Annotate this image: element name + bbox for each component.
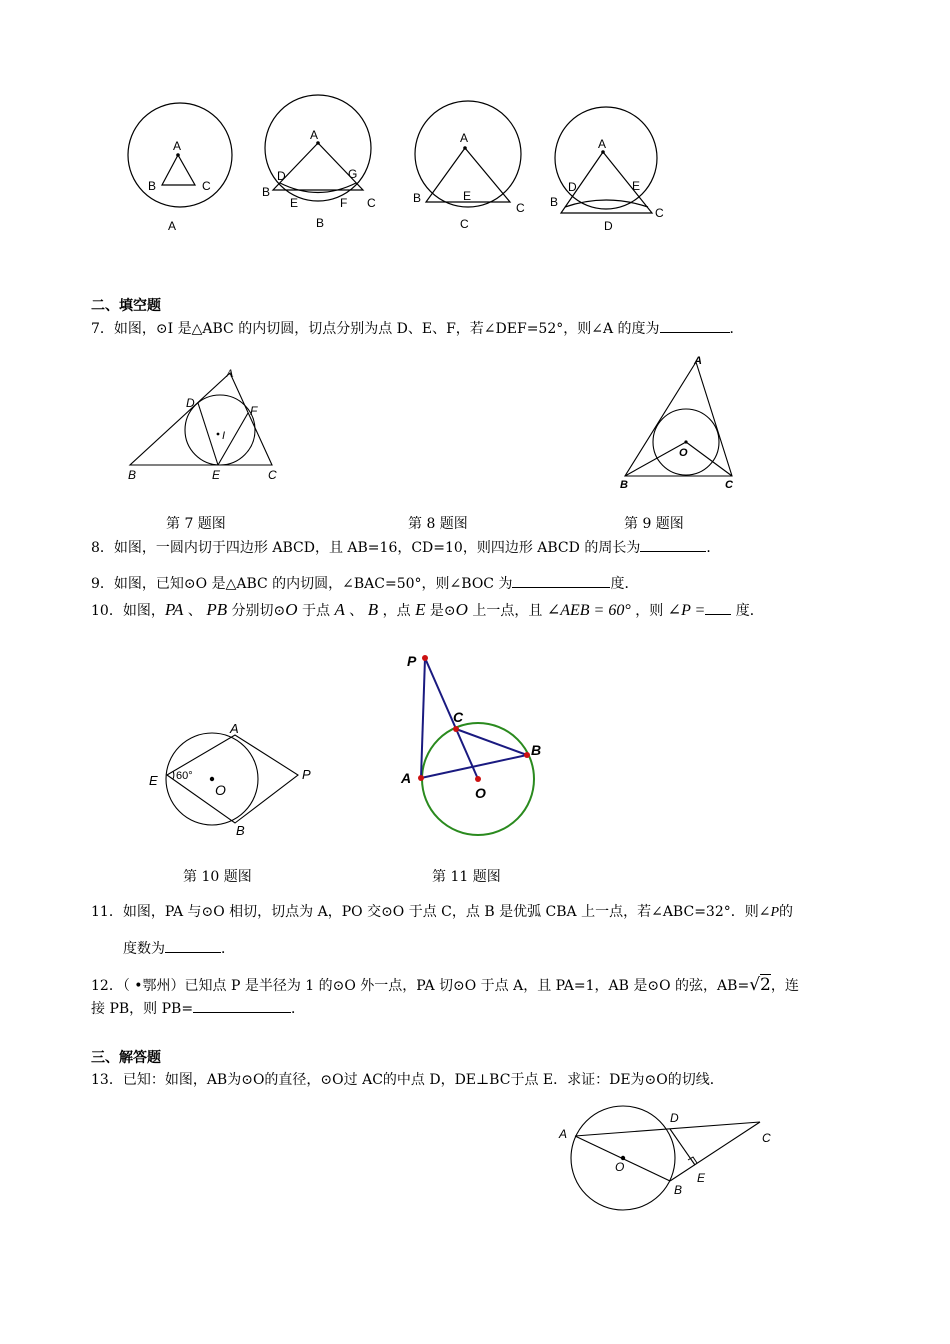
fig9-a: A: [694, 355, 702, 367]
question-10: [91, 600, 764, 621]
fig10-e: E: [149, 773, 158, 788]
opt-b-pt-c: C: [367, 196, 376, 210]
fig13-e: E: [697, 1171, 706, 1185]
caption-fig8: 第 8 题图: [408, 516, 468, 532]
q12-text: 12．（ •鄂州）已知点 P 是半径为 1 的⊙O 外一点，PA 切⊙O 于点 A，且 PA=1，AB 是⊙O 的弦，AB=: [91, 978, 750, 994]
q8-text: 8．如图，一圆内切于四边形 ABCD，且 AB=16，CD=10，则四边形 ABCD 的周长为: [91, 540, 641, 556]
q10-o1: O: [285, 600, 298, 619]
option-d-figure: [550, 107, 664, 233]
fig11-c: C: [453, 709, 464, 725]
q10-mid5: 上一点，且: [467, 603, 547, 619]
opt-b-pt-g: G: [348, 167, 358, 181]
question-11-line2: [123, 938, 235, 959]
fig13-c: C: [762, 1131, 771, 1145]
opt-d-pt-a: A: [598, 137, 607, 151]
q10-angle: ∠AEB = 60°: [546, 602, 631, 619]
opt-d-pt-e: E: [632, 179, 641, 193]
caption-fig9: 第 9 题图: [624, 516, 684, 532]
q12-sqrt: √2: [749, 975, 771, 995]
question-9: [91, 573, 638, 594]
opt-d-pt-c: C: [655, 206, 664, 220]
figure-11: [395, 648, 555, 843]
q10-pa: PA: [164, 600, 184, 619]
question-11-line1: [91, 902, 793, 923]
fig10-b: B: [236, 823, 245, 838]
opt-c-pt-b: B: [413, 191, 422, 205]
question-13: 13．已知：如图，AB为⊙O的直径，⊙O过 AC的中点 D，DE⊥BC于点 E．求证：DE为⊙O的切线．: [91, 1072, 724, 1088]
fig7-f: F: [250, 404, 258, 418]
section-3-title: 三、解答题: [91, 1050, 161, 1066]
q9-text: 9．如图，已知⊙O 是△ABC 的内切圆，∠BAC=50°，则∠BOC 为: [91, 576, 513, 592]
q11-line2-text: 度数为: [123, 941, 165, 957]
q11-answer-blank: [165, 938, 221, 953]
caption-fig10: 第 10 题图: [183, 869, 252, 885]
question-8: [91, 537, 720, 558]
q8-end: ．: [706, 540, 721, 556]
fig11-a: A: [401, 770, 412, 786]
q7-end: ．: [729, 321, 744, 337]
fig13-o: O: [615, 1160, 625, 1174]
q7-text: 7．如图，⊙I 是△ABC 的内切圆，切点分别为点 D、E、F，若∠DEF=52°，则∠A 的度为: [91, 321, 660, 337]
fig9-b: B: [620, 479, 628, 491]
fig7-i: I: [222, 430, 226, 442]
fig7-c: C: [268, 468, 277, 482]
opt-c-pt-e: E: [463, 189, 472, 203]
q10-mid2: 于点: [297, 603, 335, 619]
q11-p: P: [770, 905, 780, 920]
fig10-a: A: [230, 721, 239, 736]
fig11-b: B: [531, 742, 542, 758]
fig9-c: C: [725, 479, 733, 491]
figure-7: [120, 355, 285, 485]
q12-sqrt-value: 2: [760, 975, 771, 995]
option-c-figure: [413, 101, 525, 231]
option-c-label: C: [460, 217, 469, 231]
q7-answer-blank: [660, 318, 730, 333]
q12-line2-text: 接 PB，则 PB=: [91, 1001, 194, 1017]
fig13-d: D: [670, 1111, 679, 1125]
q10-mid3: ，点: [378, 603, 416, 619]
question-7: [91, 318, 744, 339]
fig13-a: A: [559, 1127, 568, 1141]
opt-a-pt-b: B: [148, 179, 157, 193]
option-a-label: A: [168, 219, 177, 233]
q10-sep2: 、: [344, 603, 368, 619]
opt-b-pt-f: F: [340, 196, 348, 210]
fig10-angle-label: 60°: [176, 770, 193, 782]
opt-d-pt-d: D: [568, 180, 577, 194]
q10-mid4: 是⊙: [425, 603, 456, 619]
q10-answer-blank: [705, 600, 731, 615]
opt-c-pt-a: A: [460, 131, 469, 145]
question-12-line1: [91, 975, 799, 996]
opt-b-pt-a: A: [310, 128, 319, 142]
q10-angle-p: ∠P =: [667, 602, 706, 619]
q9-answer-blank: [512, 573, 610, 588]
fig10-p: P: [302, 767, 311, 782]
fig13-b: B: [674, 1183, 683, 1197]
option-d-label: D: [604, 219, 613, 233]
opt-b-pt-e: E: [290, 196, 299, 210]
q11-line1-end: 的: [779, 904, 794, 920]
opt-d-pt-b: B: [550, 195, 559, 209]
fig11-p: P: [407, 653, 417, 669]
caption-fig7: 第 7 题图: [166, 516, 226, 532]
fig7-a: A: [226, 366, 234, 380]
q10-e: E: [415, 600, 426, 619]
figure-13: [555, 1105, 785, 1220]
q10-num: 10．如图，: [91, 603, 165, 619]
q11-text: 11．如图，PA 与⊙O 相切，切点为 A，PO 交⊙O 于点 C，点 B 是优弧 CBA 上一点，若∠ABC=32°．则∠: [91, 904, 771, 920]
option-a-figure: [128, 103, 232, 233]
q12-answer-blank: [193, 998, 291, 1013]
fig7-e: E: [212, 468, 221, 482]
q10-mid1: 分别切⊙: [227, 603, 286, 619]
caption-fig11: 第 11 题图: [432, 869, 501, 885]
option-b-figure: [262, 95, 376, 230]
opt-a-pt-c: C: [202, 179, 211, 193]
fig11-o: O: [475, 785, 486, 801]
q12-end: ．: [291, 1001, 306, 1017]
opt-b-pt-d: D: [277, 169, 286, 183]
q11-end: ．: [221, 941, 235, 957]
q10-a: A: [334, 600, 345, 619]
fig9-o: O: [679, 447, 688, 459]
q10-pb: PB: [206, 600, 228, 619]
figure-9: [612, 350, 757, 495]
top-option-figures: [110, 80, 680, 240]
opt-c-pt-c: C: [516, 201, 525, 215]
section-2-title: 二、填空题: [91, 298, 161, 314]
q10-o2: O: [455, 600, 468, 619]
fig7-b: B: [128, 468, 137, 482]
q8-answer-blank: [640, 537, 706, 552]
q10-b: B: [367, 600, 379, 619]
figure-10: [140, 715, 330, 840]
question-12-line2: [91, 998, 305, 1019]
fig7-d: D: [186, 396, 195, 410]
opt-a-pt-a: A: [173, 139, 182, 153]
option-b-label: B: [316, 216, 325, 230]
q10-end: 度．: [731, 603, 764, 619]
q12-line1-end: ，连: [770, 978, 799, 994]
opt-b-pt-b: B: [262, 185, 271, 199]
q9-end: 度．: [610, 576, 639, 592]
q10-mid6: ，则: [630, 603, 668, 619]
fig10-o: O: [215, 782, 226, 798]
q10-sep1: 、: [183, 603, 207, 619]
